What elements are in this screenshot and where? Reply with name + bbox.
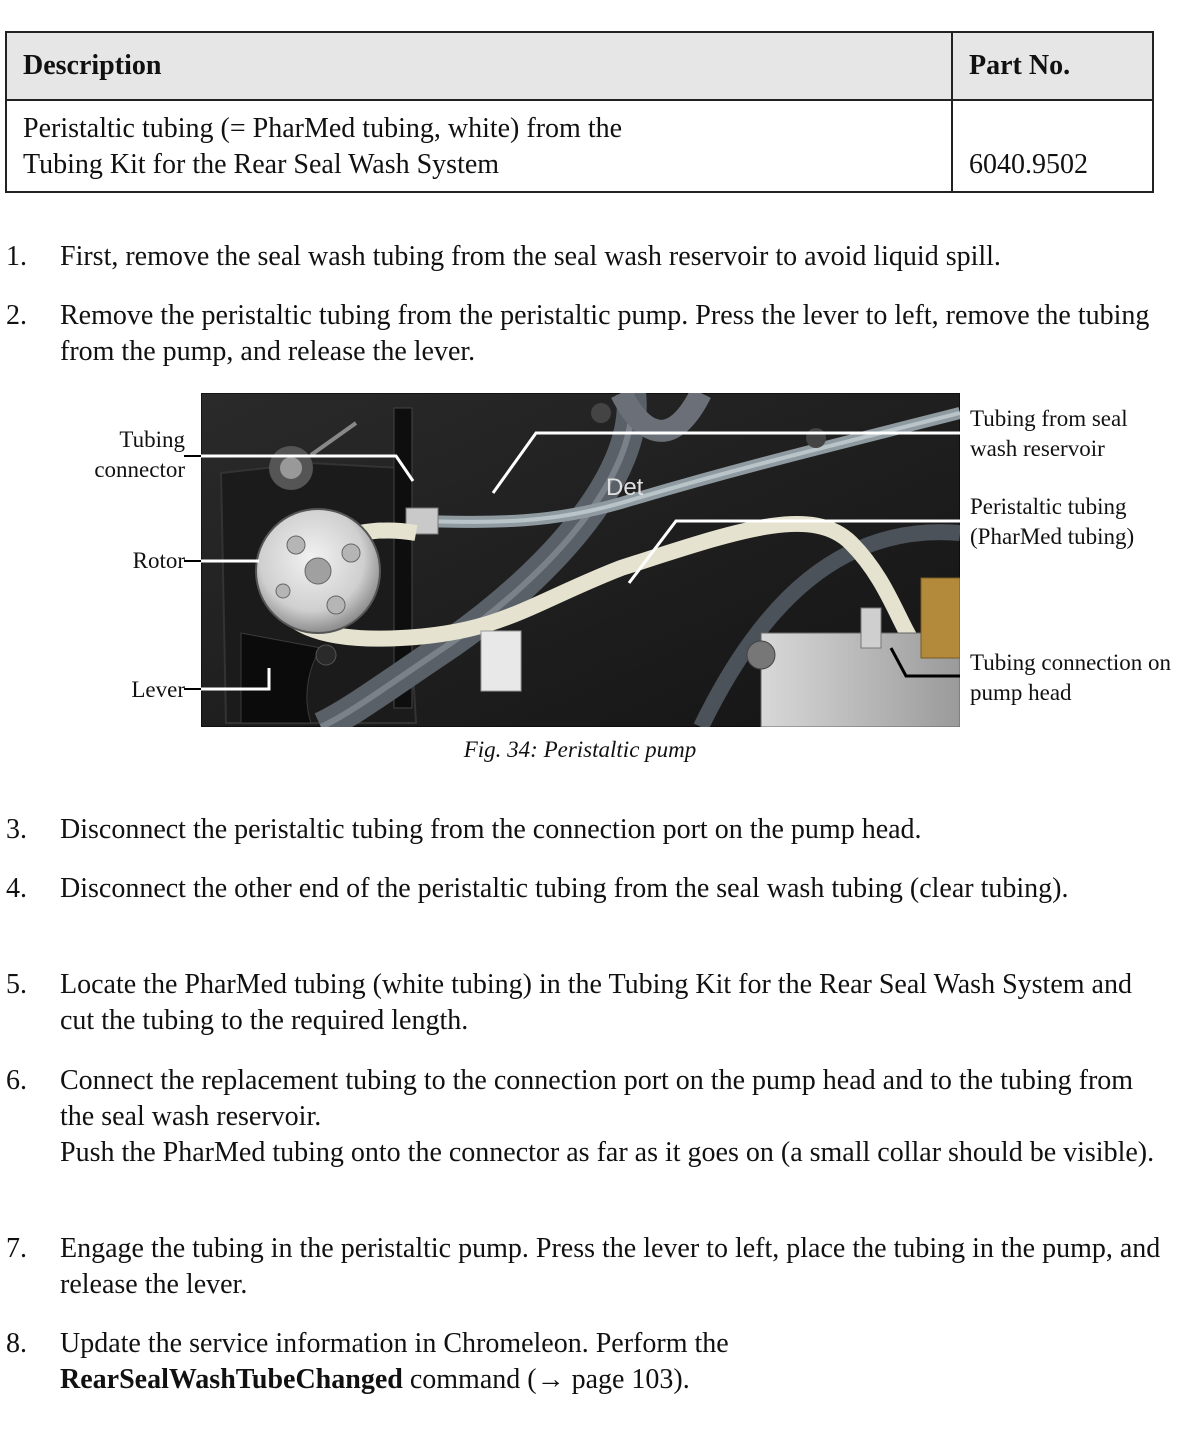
label-line: connector	[94, 457, 185, 482]
description-line: Tubing Kit for the Rear Seal Wash System	[23, 149, 500, 180]
table-header-row	[6, 32, 1153, 100]
step-number: 7.	[6, 1233, 27, 1264]
description-line: Peristaltic tubing (= PharMed tubing, white) from the	[23, 113, 623, 144]
label-rotor: Rotor	[132, 548, 185, 573]
step-text: Remove the peristaltic tubing from the peristaltic pump. Press the lever to left, remove the tubing from the pump, and release the lever.	[60, 300, 1150, 367]
figure-caption: Fig. 34: Peristaltic pump	[463, 737, 697, 762]
label-line: Peristaltic tubing	[970, 494, 1127, 519]
label-peristaltic-tubing	[970, 492, 1134, 552]
header-part-no: Part No.	[952, 32, 1153, 100]
step-text: Engage the tubing in the peristaltic pump. Press the lever to left, place the tubing in the pump, and release the lever.	[60, 1233, 1161, 1300]
step-number: 6.	[6, 1065, 27, 1096]
label-line: pump head	[970, 680, 1072, 705]
label-line: wash reservoir	[970, 436, 1105, 461]
step-text: First, remove the seal wash tubing from the seal wash reservoir to avoid liquid spill.	[60, 241, 1001, 272]
step-text-continued: Push the PharMed tubing onto the connector as far as it goes on (a small collar should be visible).	[60, 1137, 1155, 1168]
step-text: Locate the PharMed tubing (white tubing) in the Tubing Kit for the Rear Seal Wash System and cut the tubing to the required length.	[60, 969, 1132, 1036]
cell-description	[6, 100, 952, 192]
step-text: Update the service information in Chromeleon. Perform the	[60, 1328, 729, 1359]
label-line: (PharMed tubing)	[970, 524, 1135, 549]
step-number: 2.	[6, 300, 27, 331]
table-row	[6, 100, 1153, 192]
label-lever: Lever	[131, 677, 185, 702]
step-text-continued: command (→ page 103).	[402, 1364, 690, 1395]
label-line: Tubing	[119, 427, 185, 452]
label-line: Tubing connection on	[970, 650, 1172, 675]
cell-part-no: 6040.9502	[952, 100, 1153, 192]
label-line: Tubing from seal	[970, 406, 1128, 431]
header-description: Description	[6, 32, 952, 100]
step-text-block	[60, 1326, 1170, 1398]
peristaltic-pump-photo	[201, 393, 960, 727]
step-number: 3.	[6, 814, 27, 845]
step-text-block	[60, 1063, 1170, 1171]
step-number: 5.	[6, 969, 27, 1000]
parts-table	[5, 31, 1154, 193]
step-text: Connect the replacement tubing to the connection port on the pump head and to the tubing from the seal wash reservoir.	[60, 1065, 1134, 1132]
panel-text: Det	[606, 474, 644, 501]
label-tubing-from-reservoir	[970, 404, 1128, 464]
step-number: 8.	[6, 1328, 27, 1359]
step-text: Disconnect the peristaltic tubing from the connection port on the pump head.	[60, 814, 922, 845]
step-number: 1.	[6, 241, 27, 272]
command-name: RearSealWashTubeChanged	[60, 1364, 403, 1395]
label-tubing-connector	[60, 425, 185, 485]
label-pump-head-connection	[970, 648, 1171, 708]
step-text: Disconnect the other end of the peristaltic tubing from the seal wash tubing (clear tubing).	[60, 873, 1069, 904]
step-number: 4.	[6, 873, 27, 904]
